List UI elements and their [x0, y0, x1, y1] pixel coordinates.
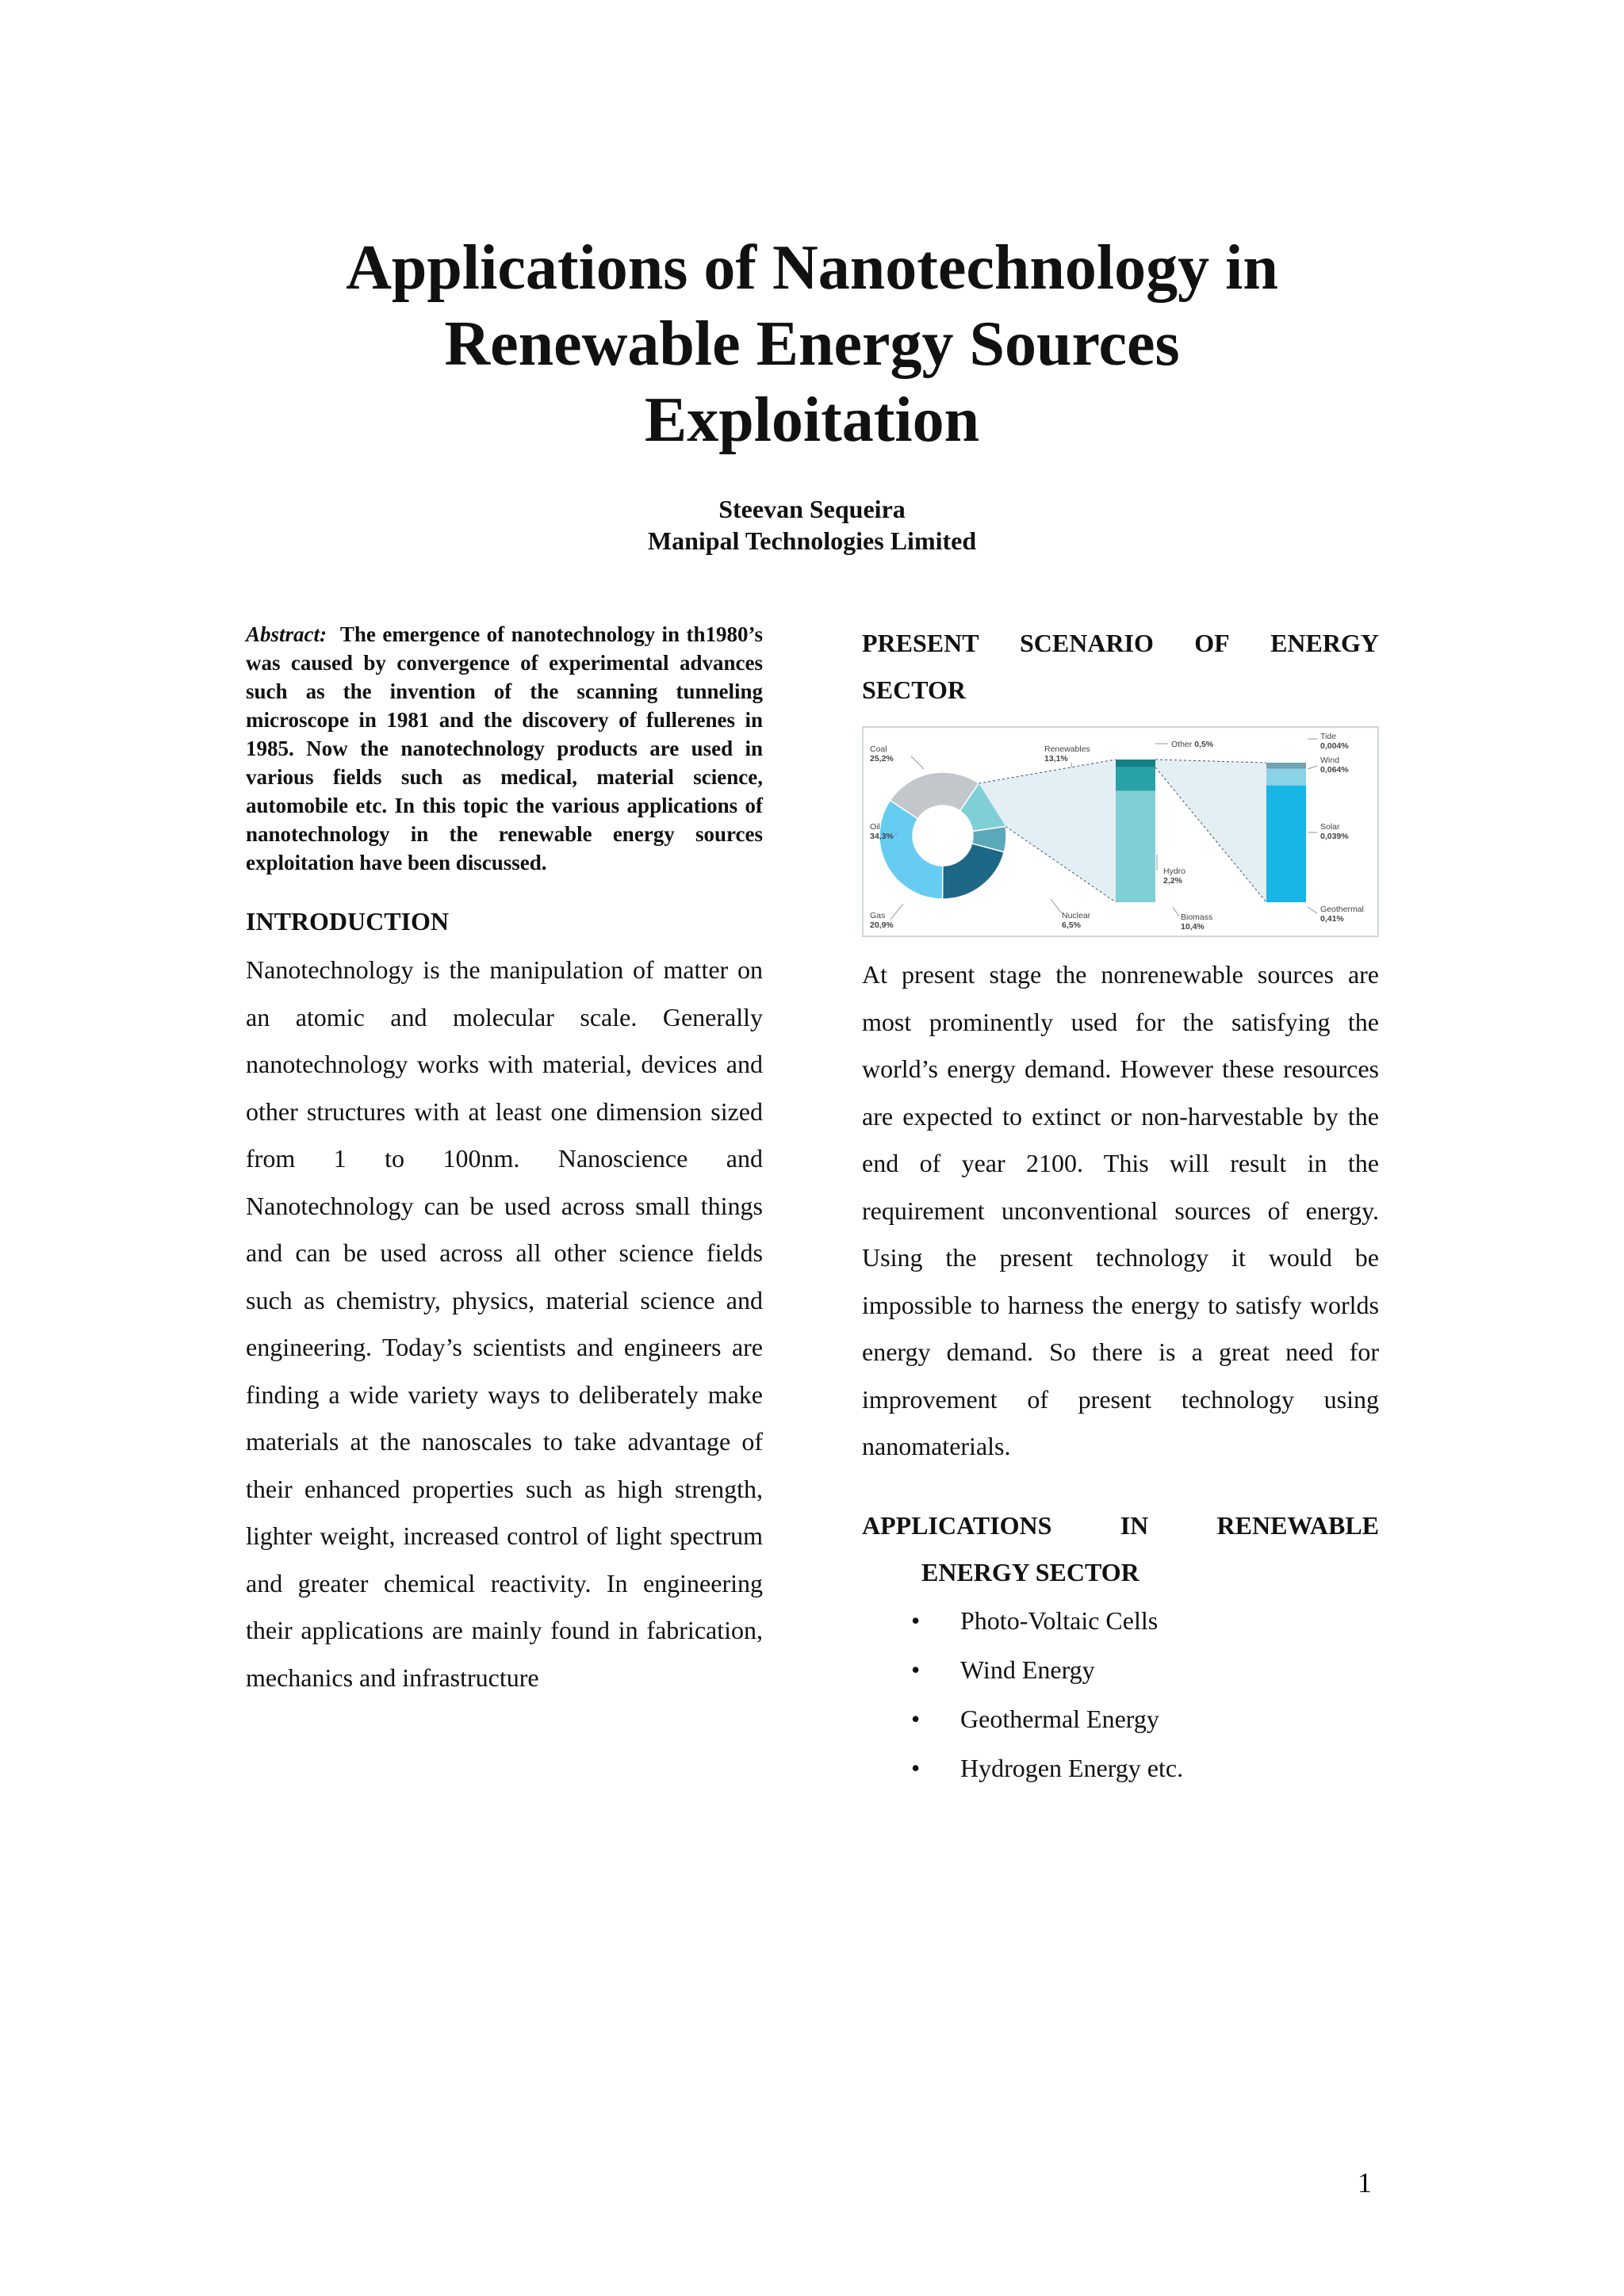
- energy-mix-svg: [864, 728, 1381, 939]
- slice-label: Gas: [870, 911, 886, 920]
- bar-segment: [1266, 763, 1306, 769]
- list-item-label: Geothermal Energy: [960, 1704, 1159, 1733]
- bar-value: 0,004%: [1320, 741, 1349, 751]
- slice-label: Renewables: [1044, 744, 1090, 754]
- paper-title: [0, 230, 1624, 458]
- bar-value: 0,5%: [1194, 740, 1214, 749]
- abstract-text: The emergence of nanotechnology in th1980’s was caused by convergence of experimental advances such as the invention of the scanning tunneling microscope in 1981 and the discovery of fullerenes in 1985. Now the nanotechnology products are used in various fields such as medical, material science, automobile etc. In this topic the various applications of nanotechnology in the renewable energy sources exploitation have been discussed.: [246, 622, 764, 874]
- donut-slice: [879, 801, 943, 899]
- bar-label: Hydro: [1163, 867, 1186, 876]
- list-item: [862, 1694, 1379, 1743]
- bar-value: 0,039%: [1320, 832, 1349, 841]
- bar-segment: [1116, 760, 1155, 767]
- title-line-3: Exploitation: [644, 385, 980, 455]
- right-column: [862, 620, 1379, 1793]
- applications-heading: [862, 1502, 1379, 1596]
- heading-word: IN: [1120, 1510, 1149, 1540]
- heading-word: ENERGY: [1270, 629, 1379, 657]
- heading-word: SCENARIO: [1019, 629, 1154, 657]
- slice-value: 13,1%: [1044, 754, 1068, 763]
- author-block: [0, 493, 1624, 557]
- list-item-label: Wind Energy: [960, 1655, 1095, 1684]
- bar-label: Tide: [1320, 732, 1337, 741]
- leader-line: [1308, 766, 1317, 769]
- slice-label: Nuclear: [1062, 911, 1091, 920]
- slice-label: Oil: [870, 822, 880, 832]
- energy-mix-chart: [862, 726, 1379, 937]
- bar-segment: [1116, 767, 1155, 791]
- slice-value: 6,5%: [1062, 920, 1081, 930]
- donut-slice: [943, 844, 1005, 899]
- abstract: [246, 620, 763, 877]
- slice-value: 20,9%: [870, 920, 894, 930]
- bar-value: 0,41%: [1320, 914, 1344, 924]
- bullet-icon: •: [911, 1753, 921, 1782]
- author-affiliation: Manipal Technologies Limited: [647, 526, 977, 555]
- page-number: 1: [1358, 2167, 1372, 2198]
- heading-word: PRESENT: [862, 629, 979, 657]
- slice-value: 25,2%: [870, 754, 894, 763]
- bar-segment: [1116, 791, 1155, 902]
- bar-label: Wind: [1320, 756, 1339, 765]
- bar-segment: [1266, 769, 1306, 786]
- bar-segment: [1266, 786, 1306, 796]
- bar-label: Solar: [1320, 822, 1340, 832]
- leader-line: [911, 756, 924, 769]
- present-scenario-heading: [862, 620, 1379, 714]
- leader-line: [1173, 907, 1179, 916]
- bar-value: 0,064%: [1320, 765, 1349, 775]
- bar-label: Geothermal: [1320, 905, 1364, 914]
- introduction-text: Nanotechnology is the manipulation of matter on an atomic and molecular scale. Generally nanotechnology works with material, devices and other structures with at least one dimension sized from 1 to 100nm. Nanoscience and Nanotechnology can be used across small things and can be used across all other science fields such as chemistry, physics, material science and engineering. Today’s scientists and engineers are finding a wide variety ways to deliberately make materials at the nanoscales to take advantage of their enhanced properties such as high strength, lighter weight, increased control of light spectrum and greater chemical reactivity. In engineering their applications are mainly found in fabrication, mechanics and infrastructure: [246, 955, 763, 1692]
- bar-label: Biomass: [1181, 913, 1213, 922]
- leader-line: [1051, 899, 1062, 913]
- heading-word: RENEWABLE: [1216, 1510, 1379, 1540]
- title-line-1: Applications of Nanotechnology in: [346, 233, 1278, 303]
- list-item: [862, 1645, 1379, 1694]
- heading-line-2: ENERGY SECTOR: [921, 1557, 1139, 1586]
- title-line-2: Renewable Energy Sources: [444, 309, 1180, 379]
- slice-label: Coal: [870, 744, 887, 754]
- present-scenario-text: At present stage the nonrenewable sources are most prominently used for the satisfying the world’s energy demand. However these resources are expected to extinct or non-harvestable by the end of year 2100. This will result in the requirement unconventional sources of energy. Using the present technology it would be impossible to harness the energy to satisfy worlds energy demand. So there is a great need for improvement of present technology using nanomaterials.: [862, 960, 1379, 1460]
- bullet-icon: •: [911, 1655, 921, 1684]
- bar-segment: [1266, 795, 1306, 902]
- leader-line: [1308, 907, 1317, 913]
- heading-word: APPLICATIONS: [862, 1510, 1052, 1540]
- heading-line-2: SECTOR: [862, 675, 967, 704]
- slice-value: 34,3%: [870, 832, 894, 841]
- list-item-label: Photo-Voltaic Cells: [960, 1605, 1159, 1635]
- bullet-icon: •: [911, 1704, 921, 1733]
- abstract-label: Abstract:: [246, 622, 327, 646]
- author-name: Steevan Sequeira: [718, 495, 906, 523]
- bar-value: 2,2%: [1163, 876, 1182, 886]
- list-item: [862, 1596, 1379, 1645]
- applications-list: [862, 1596, 1379, 1793]
- bar-value: 10,4%: [1181, 922, 1205, 932]
- bullet-icon: •: [911, 1605, 921, 1635]
- heading-word: OF: [1194, 629, 1230, 657]
- introduction-heading: INTRODUCTION: [246, 907, 450, 936]
- list-item-label: Hydrogen Energy etc.: [960, 1753, 1184, 1782]
- leader-line: [891, 904, 903, 920]
- bar-label: Other 0,5%: [1171, 740, 1214, 749]
- left-column: [246, 620, 763, 1701]
- list-item: [862, 1743, 1379, 1793]
